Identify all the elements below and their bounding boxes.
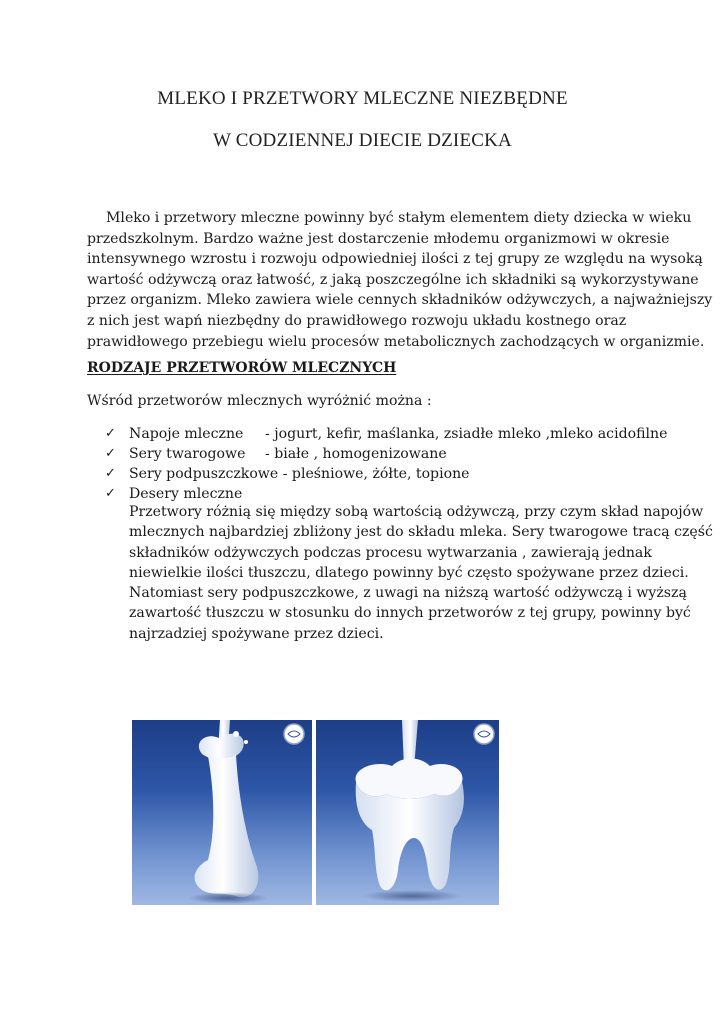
- milk-bone-image: [132, 720, 312, 905]
- checkmark-icon: ✓: [105, 466, 116, 481]
- list-item: [105, 424, 668, 444]
- list-item-name: Napoje mleczne: [129, 426, 244, 442]
- paragraph-line: składników odżywczych podczas procesu wytwarzania , zawierają jednak: [129, 544, 652, 561]
- paragraph-line: Natomiast sery podpuszczkowe, z uwagi na niższą wartość odżywczą i wyższą: [129, 585, 687, 602]
- dairy-types-list: [105, 424, 668, 504]
- list-item: [105, 444, 665, 464]
- milk-tooth-icon: [316, 720, 499, 905]
- list-item-description: - jogurt, kefir, maślanka, zsiadłe mleko ,mleko acidofilne: [265, 426, 668, 442]
- document-title-line-2: W CODZIENNEJ DIECIE DZIECKA: [213, 130, 512, 151]
- intro-line: z nich jest wapń niezbędny do prawidłowego rozwoju układu kostnego oraz: [87, 312, 627, 329]
- intro-line: Mleko i przetwory mleczne powinny być stałym elementem diety dziecka w wieku: [106, 210, 692, 226]
- list-item: [105, 484, 665, 504]
- list-item-description: - białe , homogenizowane: [265, 446, 447, 462]
- paragraph-line: zawartość tłuszczu w stosunku do innych przetworów z tej grupy, powinny być: [129, 605, 691, 622]
- intro-line: wartość odżywczą oraz łatwość, z jaką poszczególne ich składniki są wykorzystywane: [87, 271, 699, 288]
- paragraph-line: najrzadziej spożywane przez dzieci.: [129, 625, 384, 642]
- list-item: [105, 464, 665, 484]
- intro-line: intensywnego wzrostu i rozwoju odpowiedniej ilości z tej grupy ze względu na wysoką: [87, 251, 703, 268]
- list-item-name: Desery mleczne: [129, 486, 243, 502]
- intro-paragraph: [87, 208, 713, 352]
- intro-line: przez organizm. Mleko zawiera wiele cennych składników odżywczych, a najważniejszy: [87, 292, 713, 309]
- illustration-images: [132, 720, 499, 905]
- comparison-paragraph: [129, 502, 713, 644]
- section-lead: Wśród przetworów mlecznych wyróżnić można :: [87, 393, 432, 409]
- list-item-description: Sery podpuszczkowe - pleśniowe, żółte, topione: [129, 466, 470, 482]
- list-item-name: Sery twarogowe: [129, 446, 246, 462]
- paragraph-line: mlecznych najbardziej zbliżony jest do składu mleka. Sery twarogowe tracą część: [129, 524, 713, 541]
- brand-seal-icon: [474, 724, 494, 744]
- intro-line: prawidłowego przebiegu wielu procesów metabolicznych zachodzących w organizmie.: [87, 333, 705, 350]
- checkmark-icon: ✓: [105, 426, 116, 441]
- checkmark-icon: ✓: [105, 446, 116, 461]
- paragraph-line: Przetwory różnią się między sobą wartością odżywczą, przy czym skład napojów: [129, 504, 704, 520]
- brand-seal-icon: [284, 724, 304, 744]
- section-heading: RODZAJE PRZETWORÓW MLECZNYCH: [87, 360, 397, 376]
- milk-bone-icon: [132, 720, 312, 905]
- paragraph-line: niewielkie ilości tłuszczu, dlatego powinny być często spożywane przez dzieci.: [129, 564, 689, 581]
- intro-line: przedszkolnym. Bardzo ważne jest dostarczenie młodemu organizmowi w okresie: [87, 230, 670, 247]
- checkmark-icon: ✓: [105, 486, 116, 501]
- milk-tooth-image: [316, 720, 499, 905]
- document-title-line-1: MLEKO I PRZETWORY MLECZNE NIEZBĘDNE: [157, 88, 568, 109]
